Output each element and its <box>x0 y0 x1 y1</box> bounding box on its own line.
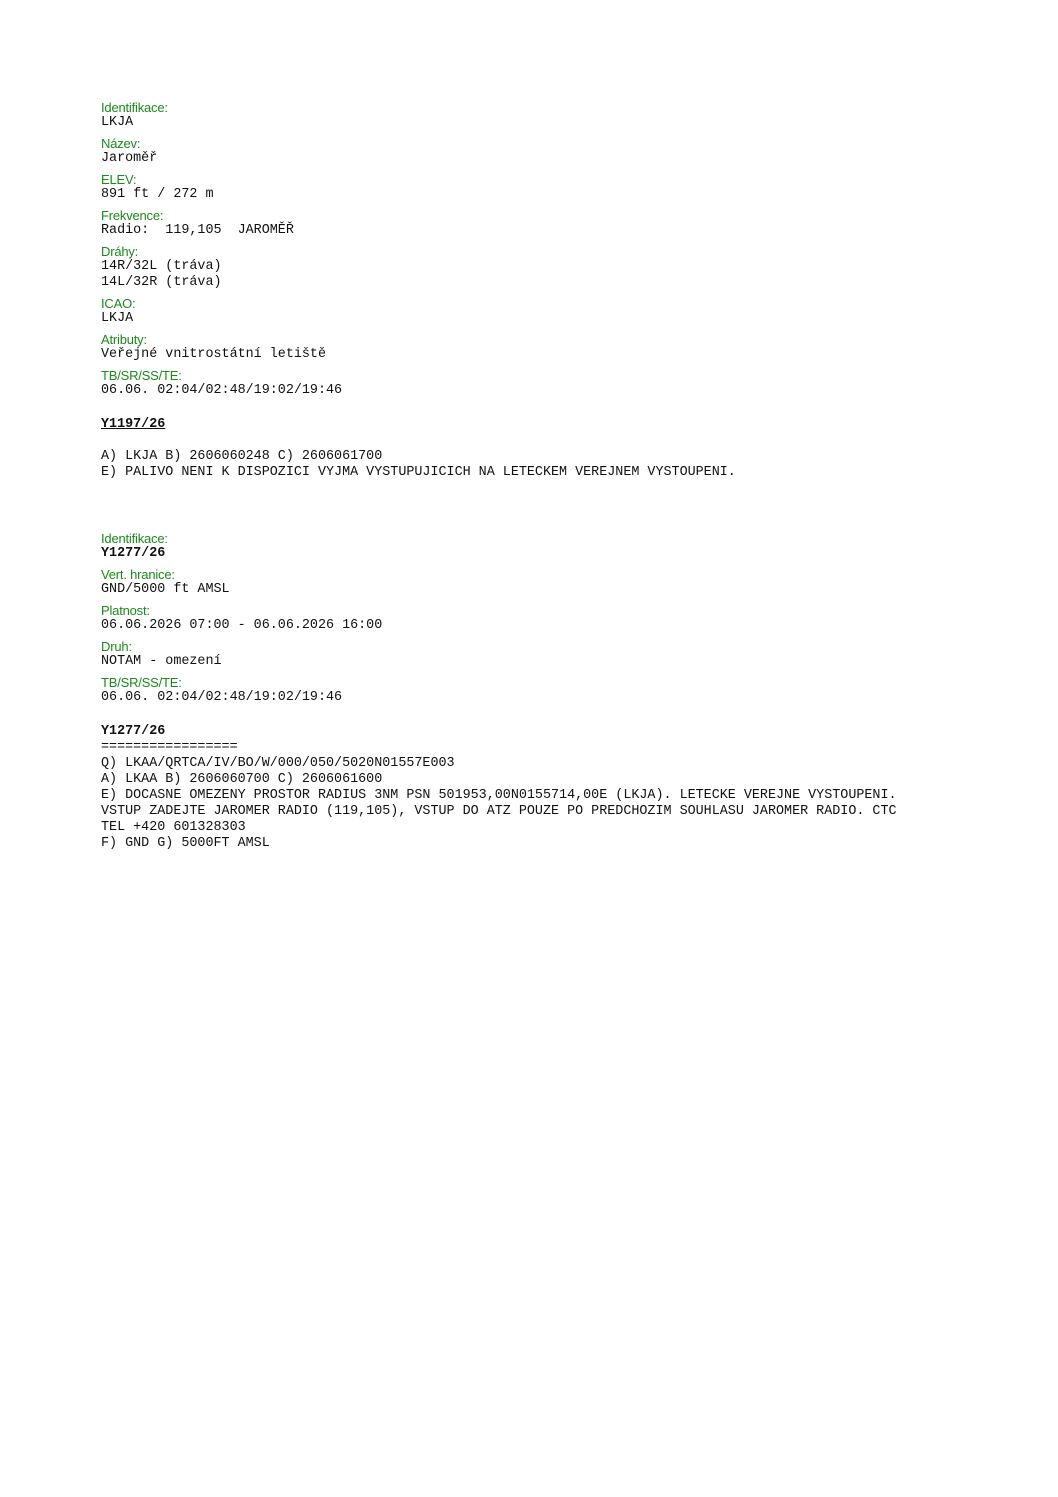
field-identifikace <box>101 531 1001 562</box>
field-label: TB/SR/SS/TE: <box>101 368 182 383</box>
field-label: Platnost: <box>101 603 150 618</box>
notam-block <box>101 417 1001 481</box>
field-value: 06.06. 02:04/02:48/19:02/19:46 <box>101 690 343 705</box>
field-label: Identifikace: <box>101 531 168 546</box>
field-value: 14L/32R (tráva) <box>101 275 222 290</box>
field-tb-sr-ss-te <box>101 368 1001 399</box>
field-label: TB/SR/SS/TE: <box>101 675 182 690</box>
notam-line: E) DOCASNE OMEZENY PROSTOR RADIUS 3NM PSN 501953,00N0155714,00E (LKJA). LETECKE VEREJNE VYSTOUPENI. <box>101 788 897 803</box>
notam-line: Q) LKAA/QRTCA/IV/BO/W/000/050/5020N01557E003 <box>101 756 455 771</box>
field-label: ELEV: <box>101 172 137 187</box>
field-value: 891 ft / 272 m <box>101 187 214 202</box>
aerodrome-info <box>101 100 1001 481</box>
field-value: 14R/32L (tráva) <box>101 259 222 274</box>
field-label: Vert. hranice: <box>101 567 175 582</box>
notam-line: E) PALIVO NENI K DISPOZICI VYJMA VYSTUPUJICICH NA LETECKEM VEREJNEM VYSTOUPENI. <box>101 465 736 480</box>
notam-line: VSTUP ZADEJTE JAROMER RADIO (119,105), VSTUP DO ATZ POUZE PO PREDCHOZIM SOUHLASU JAROMER RADIO. CTC <box>101 804 897 819</box>
notam-area-info <box>101 531 1001 852</box>
field-icao <box>101 296 1001 327</box>
field-drahy <box>101 244 1001 291</box>
notam-block <box>101 724 1001 852</box>
field-value: NOTAM - omezení <box>101 654 222 669</box>
field-value: Veřejné vnitrostátní letiště <box>101 347 326 362</box>
field-label: Identifikace: <box>101 100 168 115</box>
field-druh <box>101 639 1001 670</box>
document-page <box>101 100 1001 852</box>
field-label: Dráhy: <box>101 244 139 259</box>
notam-title: Y1277/26 <box>101 724 166 739</box>
field-value: Y1277/26 <box>101 546 166 561</box>
notam-line: A) LKAA B) 2606060700 C) 2606061600 <box>101 772 383 787</box>
field-label: Atributy: <box>101 332 147 347</box>
field-elev <box>101 172 1001 203</box>
field-value: Radio: 119,105 JAROMĚŘ <box>101 223 294 238</box>
field-label: Frekvence: <box>101 208 164 223</box>
field-tb-sr-ss-te <box>101 675 1001 706</box>
field-vert-hranice <box>101 567 1001 598</box>
notam-line: TEL +420 601328303 <box>101 820 246 835</box>
field-platnost <box>101 603 1001 634</box>
notam-line: A) LKJA B) 2606060248 C) 2606061700 <box>101 449 383 464</box>
field-value: LKJA <box>101 311 134 326</box>
field-identifikace <box>101 100 1001 131</box>
field-value: 06.06.2026 07:00 - 06.06.2026 16:00 <box>101 618 383 633</box>
field-frekvence <box>101 208 1001 239</box>
field-value: LKJA <box>101 115 134 130</box>
field-value: Jaroměř <box>101 151 158 166</box>
field-nazev <box>101 136 1001 167</box>
field-label: ICAO: <box>101 296 136 311</box>
field-value: 06.06. 02:04/02:48/19:02/19:46 <box>101 383 343 398</box>
field-label: Název: <box>101 136 141 151</box>
field-value: GND/5000 ft AMSL <box>101 582 230 597</box>
notam-title-underline: ================= <box>101 740 238 755</box>
notam-title: Y1197/26 <box>101 417 166 432</box>
field-label: Druh: <box>101 639 132 654</box>
field-atributy <box>101 332 1001 363</box>
notam-line: F) GND G) 5000FT AMSL <box>101 836 270 851</box>
